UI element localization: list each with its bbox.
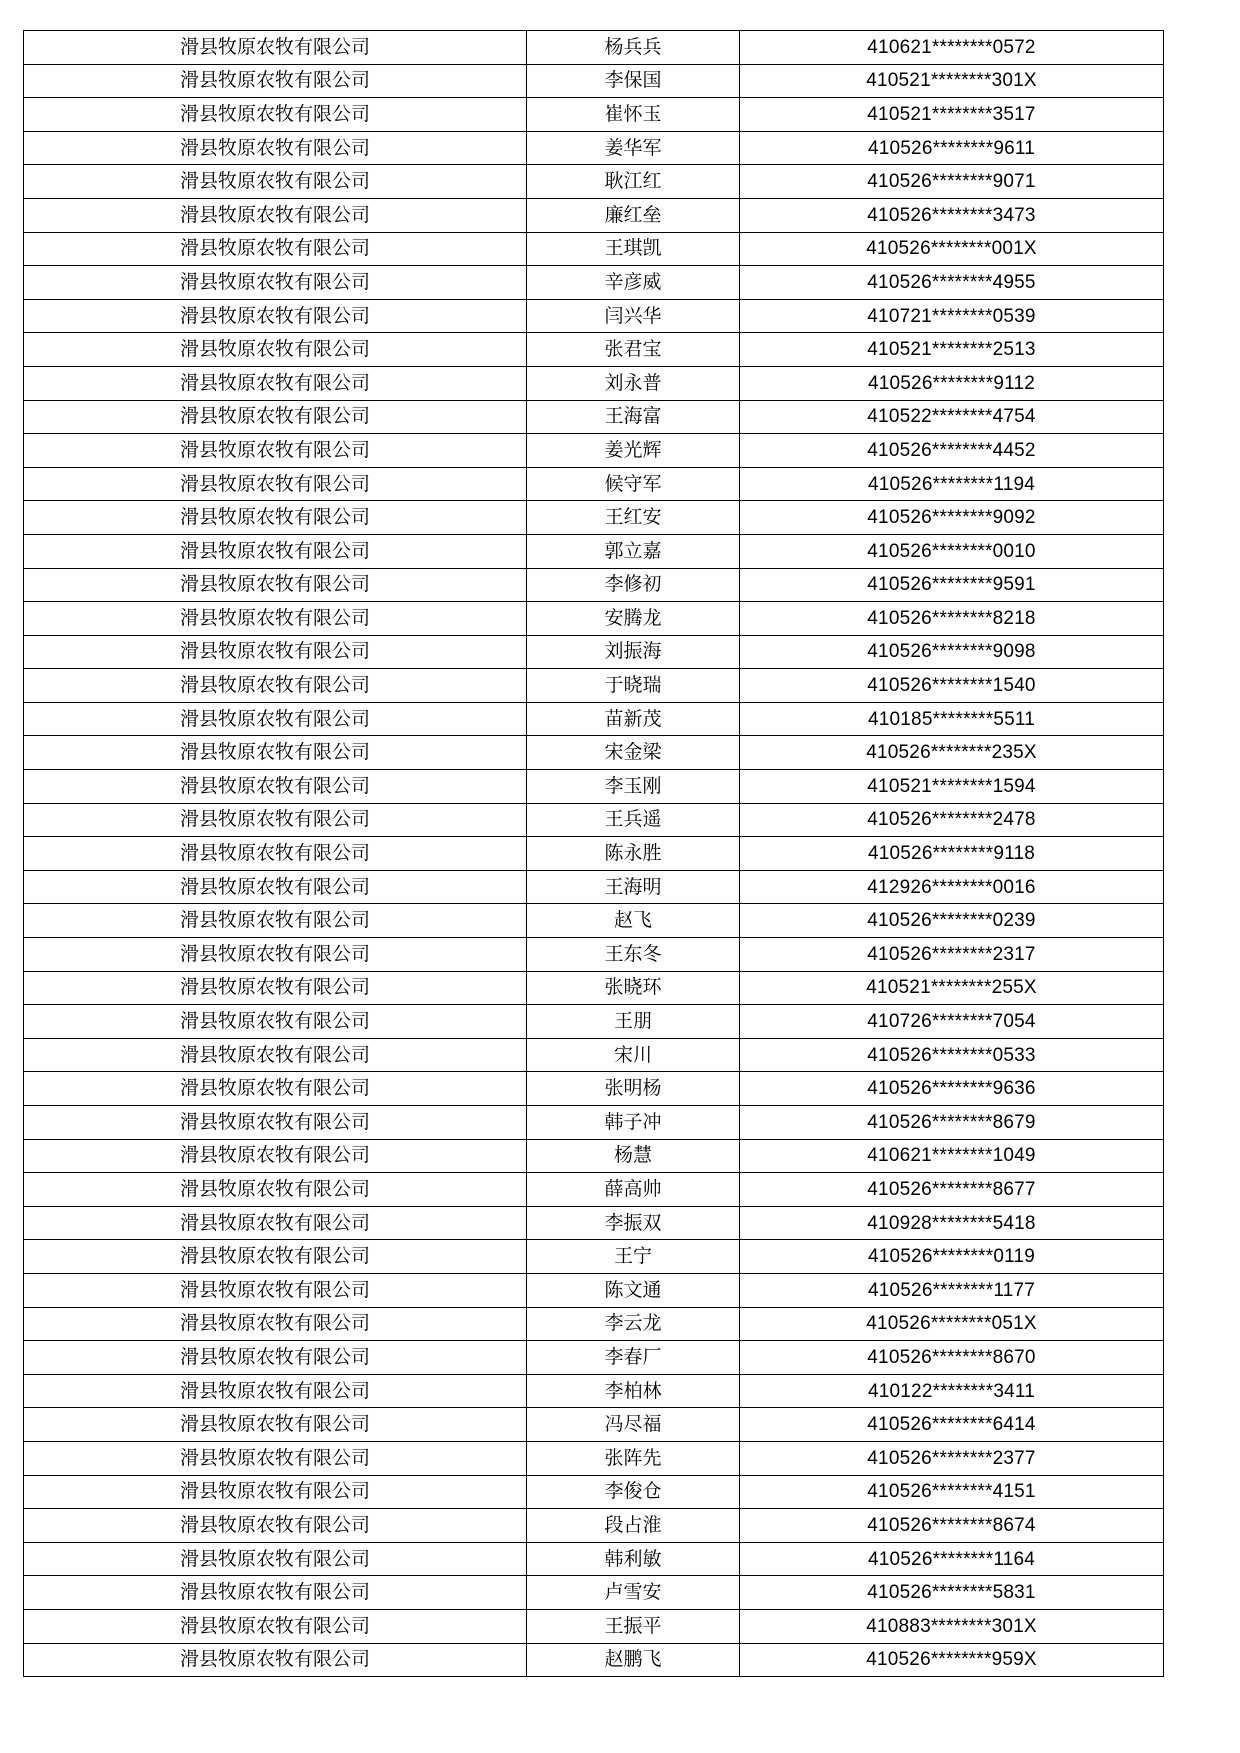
company-cell: 滑县牧原农牧有限公司: [24, 98, 527, 132]
id-number-cell: 410521********1594: [740, 770, 1164, 804]
table-row: [24, 736, 1164, 770]
person-name-cell: 王朋: [527, 1005, 740, 1039]
table-row: [24, 1441, 1164, 1475]
company-cell: 滑县牧原农牧有限公司: [24, 1542, 527, 1576]
person-name-cell: 王宁: [527, 1240, 740, 1274]
id-number-cell: 410526********6414: [740, 1408, 1164, 1442]
person-name-cell: 韩子冲: [527, 1106, 740, 1140]
person-name-cell: 冯尽福: [527, 1408, 740, 1442]
person-name-cell: 李玉刚: [527, 770, 740, 804]
id-number-cell: 410526********8670: [740, 1341, 1164, 1375]
id-number-cell: 410526********9591: [740, 568, 1164, 602]
company-cell: 滑县牧原农牧有限公司: [24, 1106, 527, 1140]
roster-table-body: [24, 31, 1164, 1677]
table-row: [24, 1173, 1164, 1207]
company-cell: 滑县牧原农牧有限公司: [24, 467, 527, 501]
id-number-cell: 410526********8674: [740, 1509, 1164, 1543]
id-number-cell: 410526********959X: [740, 1643, 1164, 1677]
person-name-cell: 王振平: [527, 1609, 740, 1643]
table-row: [24, 669, 1164, 703]
table-row: [24, 1542, 1164, 1576]
company-cell: 滑县牧原农牧有限公司: [24, 803, 527, 837]
company-cell: 滑县牧原农牧有限公司: [24, 501, 527, 535]
id-number-cell: 410526********1194: [740, 467, 1164, 501]
person-name-cell: 郭立嘉: [527, 534, 740, 568]
company-cell: 滑县牧原农牧有限公司: [24, 1408, 527, 1442]
company-cell: 滑县牧原农牧有限公司: [24, 1509, 527, 1543]
person-name-cell: 李云龙: [527, 1307, 740, 1341]
company-cell: 滑县牧原农牧有限公司: [24, 1475, 527, 1509]
person-name-cell: 宋川: [527, 1038, 740, 1072]
table-row: [24, 31, 1164, 65]
table-row: [24, 366, 1164, 400]
id-number-cell: 410883********301X: [740, 1609, 1164, 1643]
table-row: [24, 1206, 1164, 1240]
id-number-cell: 410526********2377: [740, 1441, 1164, 1475]
company-cell: 滑县牧原农牧有限公司: [24, 31, 527, 65]
id-number-cell: 410521********301X: [740, 64, 1164, 98]
company-cell: 滑县牧原农牧有限公司: [24, 534, 527, 568]
id-number-cell: 410526********3473: [740, 198, 1164, 232]
id-number-cell: 410526********1540: [740, 669, 1164, 703]
table-row: [24, 1307, 1164, 1341]
company-cell: 滑县牧原农牧有限公司: [24, 198, 527, 232]
company-cell: 滑县牧原农牧有限公司: [24, 64, 527, 98]
person-name-cell: 李保国: [527, 64, 740, 98]
id-number-cell: 410526********051X: [740, 1307, 1164, 1341]
table-row: [24, 501, 1164, 535]
table-row: [24, 400, 1164, 434]
person-name-cell: 李春厂: [527, 1341, 740, 1375]
table-row: [24, 1005, 1164, 1039]
id-number-cell: 410526********9112: [740, 366, 1164, 400]
company-cell: 滑县牧原农牧有限公司: [24, 770, 527, 804]
company-cell: 滑县牧原农牧有限公司: [24, 266, 527, 300]
id-number-cell: 410185********5511: [740, 702, 1164, 736]
id-number-cell: 410526********2478: [740, 803, 1164, 837]
table-row: [24, 232, 1164, 266]
company-cell: 滑县牧原农牧有限公司: [24, 568, 527, 602]
person-name-cell: 陈永胜: [527, 837, 740, 871]
company-cell: 滑县牧原农牧有限公司: [24, 669, 527, 703]
table-row: [24, 131, 1164, 165]
id-number-cell: 410526********9092: [740, 501, 1164, 535]
company-cell: 滑县牧原农牧有限公司: [24, 938, 527, 972]
person-name-cell: 杨兵兵: [527, 31, 740, 65]
person-name-cell: 李柏林: [527, 1374, 740, 1408]
person-name-cell: 辛彦威: [527, 266, 740, 300]
table-row: [24, 1341, 1164, 1375]
table-row: [24, 1240, 1164, 1274]
table-row: [24, 870, 1164, 904]
company-cell: 滑县牧原农牧有限公司: [24, 1240, 527, 1274]
company-cell: 滑县牧原农牧有限公司: [24, 165, 527, 199]
company-cell: 滑县牧原农牧有限公司: [24, 837, 527, 871]
table-row: [24, 568, 1164, 602]
id-number-cell: 410526********1164: [740, 1542, 1164, 1576]
table-row: [24, 938, 1164, 972]
person-name-cell: 闫兴华: [527, 299, 740, 333]
person-name-cell: 刘振海: [527, 635, 740, 669]
table-row: [24, 1408, 1164, 1442]
company-cell: 滑县牧原农牧有限公司: [24, 299, 527, 333]
table-row: [24, 1374, 1164, 1408]
person-name-cell: 李振双: [527, 1206, 740, 1240]
table-row: [24, 702, 1164, 736]
person-name-cell: 王红安: [527, 501, 740, 535]
id-number-cell: 410526********2317: [740, 938, 1164, 972]
company-cell: 滑县牧原农牧有限公司: [24, 971, 527, 1005]
company-cell: 滑县牧原农牧有限公司: [24, 1609, 527, 1643]
table-row: [24, 1139, 1164, 1173]
table-row: [24, 1609, 1164, 1643]
id-number-cell: 410526********8677: [740, 1173, 1164, 1207]
table-row: [24, 1273, 1164, 1307]
company-cell: 滑县牧原农牧有限公司: [24, 1139, 527, 1173]
id-number-cell: 410726********7054: [740, 1005, 1164, 1039]
id-number-cell: 410526********5831: [740, 1576, 1164, 1610]
roster-table: [23, 30, 1164, 1677]
id-number-cell: 410526********9611: [740, 131, 1164, 165]
person-name-cell: 薛高帅: [527, 1173, 740, 1207]
id-number-cell: 410526********0533: [740, 1038, 1164, 1072]
person-name-cell: 卢雪安: [527, 1576, 740, 1610]
table-row: [24, 904, 1164, 938]
company-cell: 滑县牧原农牧有限公司: [24, 131, 527, 165]
id-number-cell: 410526********4151: [740, 1475, 1164, 1509]
table-row: [24, 1475, 1164, 1509]
person-name-cell: 王海富: [527, 400, 740, 434]
id-number-cell: 410526********0010: [740, 534, 1164, 568]
id-number-cell: 410526********4955: [740, 266, 1164, 300]
company-cell: 滑县牧原农牧有限公司: [24, 736, 527, 770]
table-row: [24, 165, 1164, 199]
person-name-cell: 耿江红: [527, 165, 740, 199]
person-name-cell: 赵鹏飞: [527, 1643, 740, 1677]
person-name-cell: 刘永普: [527, 366, 740, 400]
company-cell: 滑县牧原农牧有限公司: [24, 400, 527, 434]
person-name-cell: 苗新茂: [527, 702, 740, 736]
id-number-cell: 410526********1177: [740, 1273, 1164, 1307]
company-cell: 滑县牧原农牧有限公司: [24, 1441, 527, 1475]
table-row: [24, 98, 1164, 132]
company-cell: 滑县牧原农牧有限公司: [24, 1273, 527, 1307]
id-number-cell: 410526********9118: [740, 837, 1164, 871]
company-cell: 滑县牧原农牧有限公司: [24, 1374, 527, 1408]
person-name-cell: 张明杨: [527, 1072, 740, 1106]
company-cell: 滑县牧原农牧有限公司: [24, 1206, 527, 1240]
person-name-cell: 廉红垒: [527, 198, 740, 232]
company-cell: 滑县牧原农牧有限公司: [24, 366, 527, 400]
id-number-cell: 410522********4754: [740, 400, 1164, 434]
person-name-cell: 安腾龙: [527, 602, 740, 636]
table-row: [24, 198, 1164, 232]
table-row: [24, 333, 1164, 367]
person-name-cell: 张晓环: [527, 971, 740, 1005]
person-name-cell: 姜光辉: [527, 434, 740, 468]
id-number-cell: 410526********9098: [740, 635, 1164, 669]
table-row: [24, 1576, 1164, 1610]
person-name-cell: 韩利敏: [527, 1542, 740, 1576]
person-name-cell: 王东冬: [527, 938, 740, 972]
id-number-cell: 410526********9071: [740, 165, 1164, 199]
company-cell: 滑县牧原农牧有限公司: [24, 434, 527, 468]
id-number-cell: 410122********3411: [740, 1374, 1164, 1408]
company-cell: 滑县牧原农牧有限公司: [24, 1307, 527, 1341]
id-number-cell: 410521********2513: [740, 333, 1164, 367]
table-row: [24, 1072, 1164, 1106]
company-cell: 滑县牧原农牧有限公司: [24, 1173, 527, 1207]
company-cell: 滑县牧原农牧有限公司: [24, 1005, 527, 1039]
table-row: [24, 635, 1164, 669]
id-number-cell: 410526********235X: [740, 736, 1164, 770]
company-cell: 滑县牧原农牧有限公司: [24, 1643, 527, 1677]
person-name-cell: 崔怀玉: [527, 98, 740, 132]
table-row: [24, 837, 1164, 871]
person-name-cell: 于晓瑞: [527, 669, 740, 703]
id-number-cell: 410928********5418: [740, 1206, 1164, 1240]
person-name-cell: 张阵先: [527, 1441, 740, 1475]
table-row: [24, 770, 1164, 804]
person-name-cell: 候守军: [527, 467, 740, 501]
table-row: [24, 299, 1164, 333]
person-name-cell: 姜华军: [527, 131, 740, 165]
id-number-cell: 410521********3517: [740, 98, 1164, 132]
person-name-cell: 王海明: [527, 870, 740, 904]
company-cell: 滑县牧原农牧有限公司: [24, 602, 527, 636]
id-number-cell: 412926********0016: [740, 870, 1164, 904]
table-row: [24, 534, 1164, 568]
table-row: [24, 1509, 1164, 1543]
table-row: [24, 64, 1164, 98]
table-row: [24, 434, 1164, 468]
company-cell: 滑县牧原农牧有限公司: [24, 1576, 527, 1610]
person-name-cell: 杨慧: [527, 1139, 740, 1173]
company-cell: 滑县牧原农牧有限公司: [24, 904, 527, 938]
table-row: [24, 803, 1164, 837]
person-name-cell: 陈文通: [527, 1273, 740, 1307]
id-number-cell: 410526********0119: [740, 1240, 1164, 1274]
person-name-cell: 段占淮: [527, 1509, 740, 1543]
company-cell: 滑县牧原农牧有限公司: [24, 1038, 527, 1072]
company-cell: 滑县牧原农牧有限公司: [24, 1341, 527, 1375]
person-name-cell: 李修初: [527, 568, 740, 602]
id-number-cell: 410526********001X: [740, 232, 1164, 266]
id-number-cell: 410621********1049: [740, 1139, 1164, 1173]
table-row: [24, 266, 1164, 300]
person-name-cell: 宋金梁: [527, 736, 740, 770]
company-cell: 滑县牧原农牧有限公司: [24, 870, 527, 904]
table-row: [24, 467, 1164, 501]
person-name-cell: 王琪凯: [527, 232, 740, 266]
table-row: [24, 1106, 1164, 1140]
company-cell: 滑县牧原农牧有限公司: [24, 702, 527, 736]
person-name-cell: 赵飞: [527, 904, 740, 938]
id-number-cell: 410621********0572: [740, 31, 1164, 65]
id-number-cell: 410526********9636: [740, 1072, 1164, 1106]
company-cell: 滑县牧原农牧有限公司: [24, 333, 527, 367]
id-number-cell: 410526********0239: [740, 904, 1164, 938]
id-number-cell: 410521********255X: [740, 971, 1164, 1005]
table-row: [24, 971, 1164, 1005]
id-number-cell: 410721********0539: [740, 299, 1164, 333]
company-cell: 滑县牧原农牧有限公司: [24, 232, 527, 266]
table-row: [24, 1643, 1164, 1677]
person-name-cell: 张君宝: [527, 333, 740, 367]
table-row: [24, 1038, 1164, 1072]
company-cell: 滑县牧原农牧有限公司: [24, 635, 527, 669]
id-number-cell: 410526********8679: [740, 1106, 1164, 1140]
table-row: [24, 602, 1164, 636]
id-number-cell: 410526********4452: [740, 434, 1164, 468]
company-cell: 滑县牧原农牧有限公司: [24, 1072, 527, 1106]
person-name-cell: 李俊仓: [527, 1475, 740, 1509]
id-number-cell: 410526********8218: [740, 602, 1164, 636]
person-name-cell: 王兵遥: [527, 803, 740, 837]
